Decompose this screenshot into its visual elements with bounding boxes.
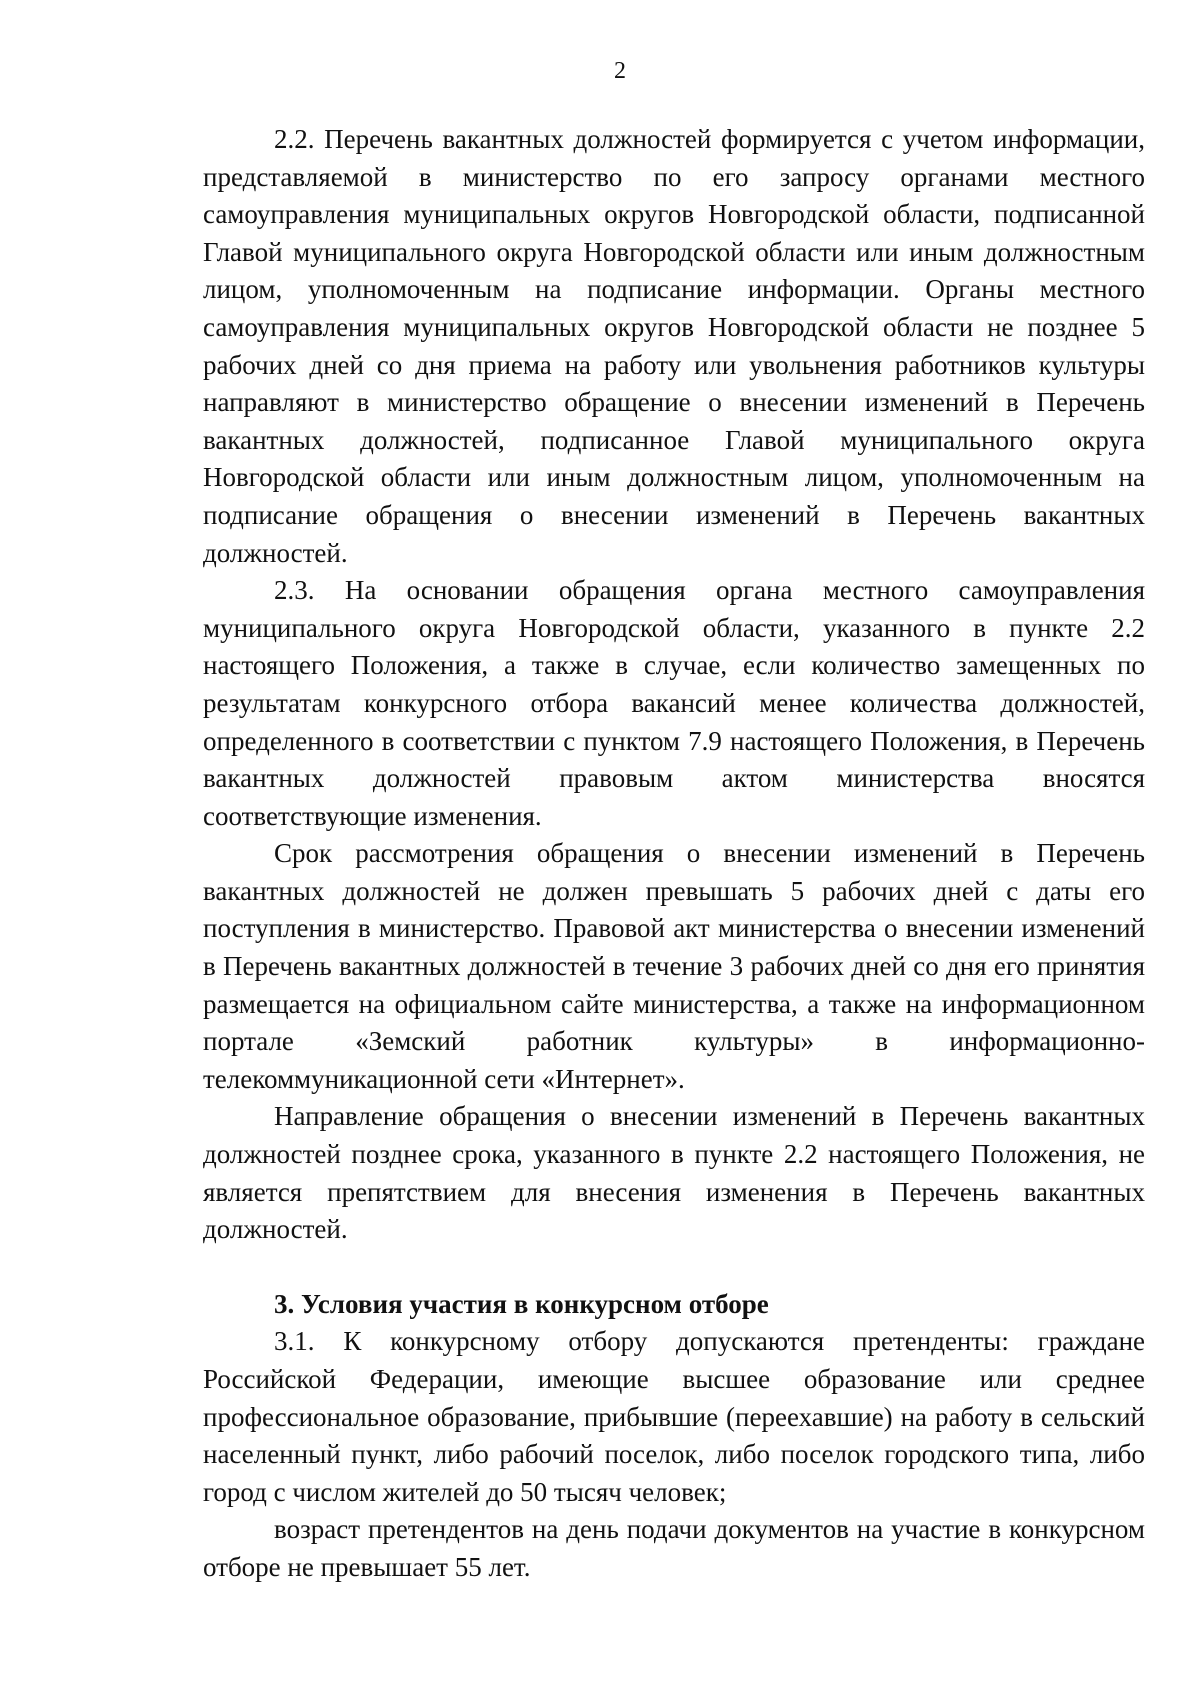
paragraph-2-3: 2.3. На основании обращения органа местного самоуправления муниципального округа Новгородской области, указанного в пункте 2.2 настоящего Положения, а также в случае, если количество замещенных по результатам конкурсного отбора вакансий менее количества должностей, определенного в соответствии с пунктом 7.9 настоящего Положения, в Перечень вакантных должностей правовым актом министерства вносятся соответствующие изменения. bbox=[203, 575, 1145, 831]
paragraph-late-request: Направление обращения о внесении изменений в Перечень вакантных должностей позднее срока, указанного в пункте 2.2 настоящего Положения, не является препятствием для внесения изменения в Перечень вакантных должностей. bbox=[203, 1101, 1145, 1245]
document-body bbox=[203, 121, 1145, 1587]
section-heading: 3. Условия участия в конкурсном отборе bbox=[274, 1288, 769, 1319]
paragraph-3-1: 3.1. К конкурсному отбору допускаются претенденты: граждане Российской Федерации, имеющие высшее образование или среднее профессиональное образование, прибывшие (переехавшие) на работу в сельский населенный пункт, либо рабочий поселок, либо поселок городского типа, либо город с числом жителей до 50 тысяч человек; bbox=[203, 1326, 1145, 1507]
paragraph-age-limit: возраст претендентов на день подачи документов на участие в конкурсном отборе не превышает 55 лет. bbox=[203, 1514, 1145, 1582]
paragraph-review-term: Срок рассмотрения обращения о внесении изменений в Перечень вакантных должностей не должен превышать 5 рабочих дней с даты его поступления в министерство. Правовой акт министерства о внесении изменений в Перечень вакантных должностей в течение 3 рабочих дней со дня его принятия размещается на официальном сайте министерства, а также на информационном портале «Земский работник культуры» в информационно-телекоммуникационной сети «Интернет». bbox=[203, 838, 1145, 1094]
page-number: 2 bbox=[614, 58, 626, 84]
paragraph-2-2: 2.2. Перечень вакантных должностей формируется с учетом информации, представляемой в министерство по его запросу органами местного самоуправления муниципальных округов Новгородской области, подписанной Главой муниципального округа Новгородской области или иным должностным лицом, уполномоченным на подписание информации. Органы местного самоуправления муниципальных округов Новгородской области не позднее 5 рабочих дней со дня приема на работу или увольнения работников культуры направляют в министерство обращение о внесении изменений в Перечень вакантных должностей, подписанное Главой муниципального округа Новгородской области или иным должностным лицом, уполномоченным на подписание обращения о внесении изменений в Перечень вакантных должностей. bbox=[203, 124, 1145, 568]
section-spacer bbox=[203, 1249, 1145, 1286]
